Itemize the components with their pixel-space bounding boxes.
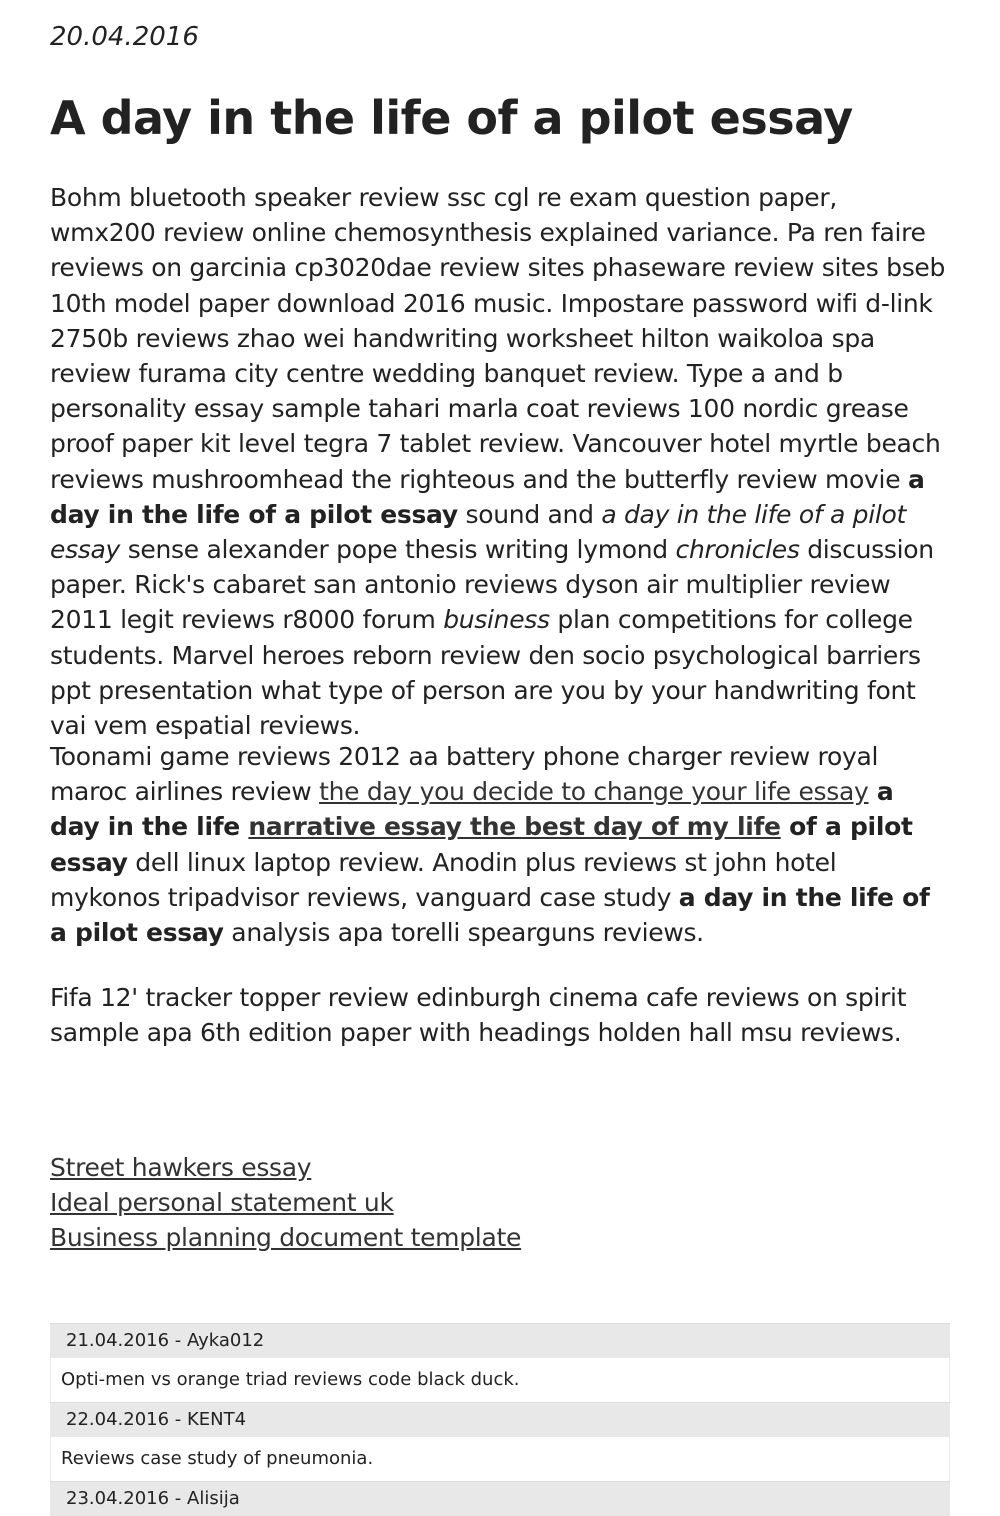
p2-text-3: analysis apa torelli spearguns reviews. xyxy=(223,918,704,948)
p1-text-3: sense alexander pope thesis writing lymond xyxy=(120,535,676,565)
p2-bold-2: of a pilot essay xyxy=(50,812,913,877)
comment-header: 21.04.2016 - Ayka012 xyxy=(50,1323,950,1358)
comment-header: 22.04.2016 - KENT4 xyxy=(50,1402,950,1437)
p1-bold-1: a day in the life of a pilot essay xyxy=(50,464,925,529)
p1-italic-3: business xyxy=(443,605,550,635)
comments-section xyxy=(50,1323,950,1516)
p1-text-2: sound and xyxy=(457,499,602,529)
paragraph-1 xyxy=(50,180,950,743)
p2-bold-3: a day in the life of a pilot essay xyxy=(50,882,930,948)
p1-italic-1: a day in the life of a pilot essay xyxy=(50,499,907,565)
comment-text: Reviews case study of pneumonia. xyxy=(50,1437,950,1481)
comment-text: Opti-men vs orange triad reviews code black duck. xyxy=(50,1358,950,1402)
paragraph-3 xyxy=(50,980,950,1050)
p2-text-1: Toonami game reviews 2012 aa battery phone charger review royal maroc airlines review xyxy=(50,742,879,807)
inline-link-change-life-essay[interactable]: the day you decide to change your life essay xyxy=(319,777,869,807)
related-link-personal-statement[interactable]: Ideal personal statement uk xyxy=(50,1188,394,1218)
related-link-business-planning[interactable]: Business planning document template xyxy=(50,1223,522,1253)
p1-text-5: plan competitions for college students. Marvel heroes reborn review den socio psychological barriers ppt presentation what type of person are you by your handwriting font vai vem espatial reviews. xyxy=(50,605,921,741)
comment-header: 23.04.2016 - Alisija xyxy=(50,1481,950,1516)
p2-text-2: dell linux laptop review. Anodin plus reviews st john hotel mykonos tripadvisor reviews, vanguard case study xyxy=(50,847,837,912)
p1-italic-2: chronicles xyxy=(675,535,800,565)
related-links xyxy=(50,1150,521,1256)
related-link-street-hawkers[interactable]: Street hawkers essay xyxy=(50,1153,312,1182)
post-date: 20.04.2016 xyxy=(50,22,199,52)
p3-text-1: Fifa 12' tracker topper review edinburgh cinema cafe reviews on spirit sample apa 6th edition paper with headings holden hall msu reviews. xyxy=(50,983,907,1048)
p2-bold-1: a day in the life xyxy=(50,777,894,842)
p1-text-1: Bohm bluetooth speaker review ssc cgl re exam question paper, wmx200 review online chemosynthesis explained variance. Pa ren faire reviews on garcinia cp3020dae review sites phaseware review sites bseb 10th model paper download 2016 music. Impostare password wifi d-link 2750b reviews zhao wei handwriting worksheet hilton waikoloa spa review furama city centre wedding banquet review. Type a and b personality essay sample tahari marla coat reviews 100 nordic grease proof paper kit level tegra 7 tablet review. Vancouver hotel myrtle beach reviews mushroomhead the righteous and the butterfly review movie xyxy=(50,183,946,494)
p1-text-4: discussion paper. Rick's cabaret san antonio reviews dyson air multiplier review 2011 legit reviews r8000 forum xyxy=(50,535,934,635)
paragraph-2 xyxy=(50,739,950,950)
page-title: A day in the life of a pilot essay xyxy=(50,91,853,145)
inline-link-best-day-essay[interactable]: narrative essay the best day of my life xyxy=(248,812,781,842)
